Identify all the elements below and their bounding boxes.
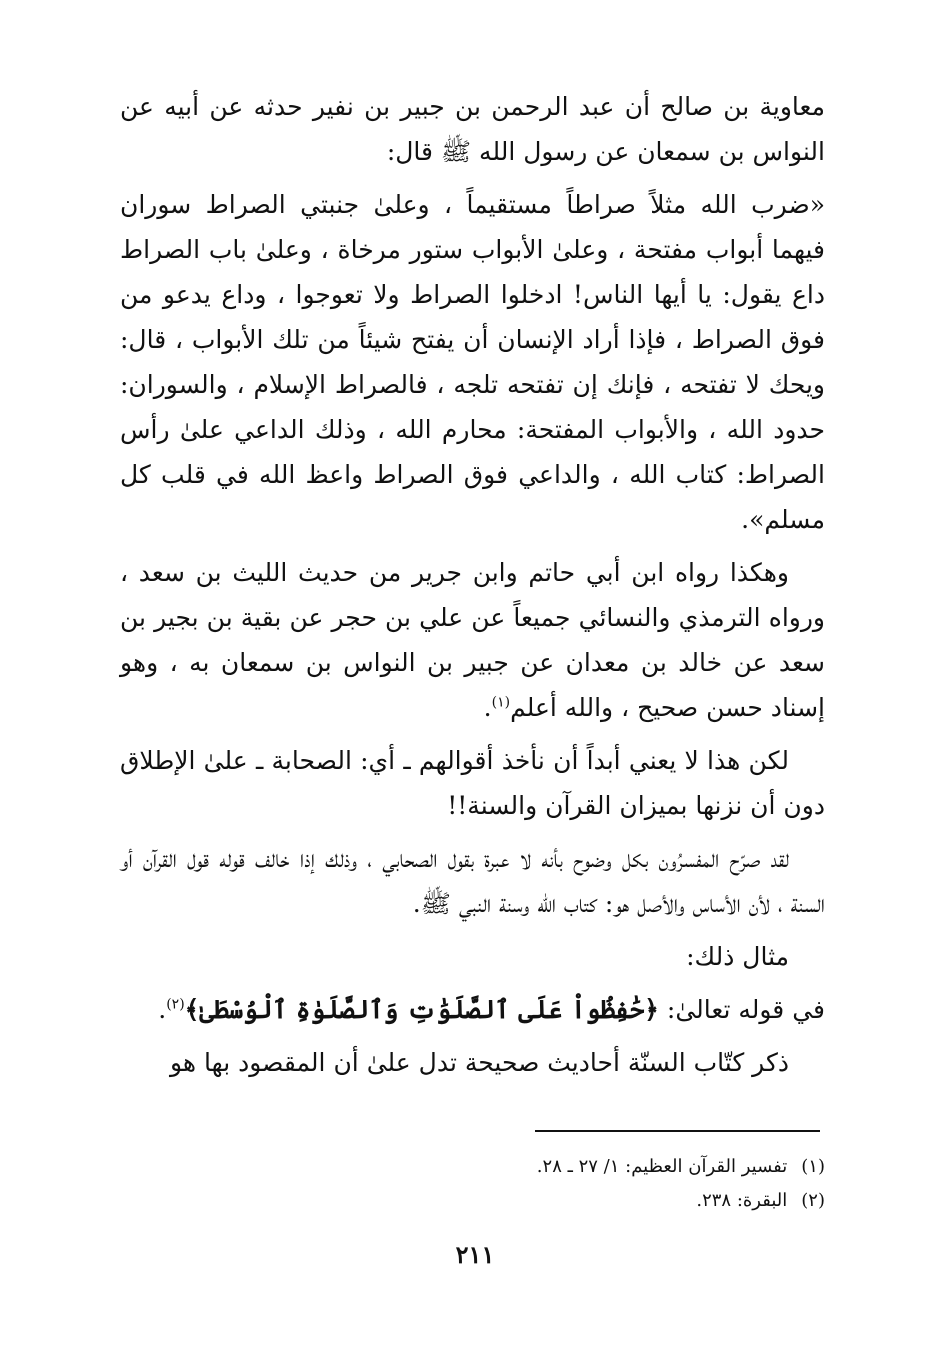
paragraph-text: «ضرب الله مثلاً صراطاً مستقيماً ، وعلىٰ جنبتي الصراط سوران فيهما أبواب مفتحة ، وعلىٰ الأبواب ستور مرخاة ، وعلىٰ باب الصراط داع يقول: يا أيها الناس! ادخلوا الصراط ولا تعوجوا ، وداع يدعو من فوق الصراط ، فإذا أراد الإنسان أن يفتح شيئاً من تلك الأبواب ، قال: ويحك لا تفتحه ، فإنك إن تفتحه تلجه ، فالصراط الإسلام ، والسوران: حدود الله ، والأبواب المفتحة: محارم الله ، وذلك الداعي علىٰ رأس الصراط: كتاب الله ، والداعي فوق الصراط واعظ الله في قلب كل مسلم». xyxy=(120,190,825,534)
paragraph-narrations xyxy=(120,550,825,730)
paragraph-text: لقد صرّح المفسرُون بكل وضوح بأنه لا عبرة بقول الصحابي ، وذلك إذا خالف قوله قول القرآن أو السنة ، لأن الأساس والأصل هو: كتاب الله وسنة النبي ﷺ. xyxy=(120,844,825,918)
paragraph-text: في قوله تعالىٰ: xyxy=(666,995,825,1024)
paragraph-example-heading xyxy=(120,934,825,979)
footnote-1 xyxy=(120,1150,825,1184)
footnote-marker: (٢) xyxy=(801,1190,825,1211)
sentence-end: . xyxy=(483,693,492,722)
paragraph-continuation xyxy=(120,1040,825,1085)
paragraph-text: معاوية بن صالح أن عبد الرحمن بن جبير بن نفير حدثه عن أبيه عن النواس بن سمعان عن رسول الله ﷺ قال: xyxy=(120,92,825,166)
sentence-end: . xyxy=(158,995,167,1024)
paragraph-hadith xyxy=(120,182,825,542)
page-number: ٢١١ xyxy=(455,1240,495,1269)
quran-verse: ﴿حَٰفِظُواْ عَلَى ٱلصَّلَوَٰتِ وَٱلصَّلَوٰةِ ٱلْوُسْطَىٰ﴾ xyxy=(184,995,659,1024)
paragraph-ayah xyxy=(120,987,825,1032)
footnote-2 xyxy=(120,1184,825,1218)
paragraph-text: مثال ذلك: xyxy=(686,942,789,971)
main-text xyxy=(120,84,825,1093)
paragraph-chain-of-narration xyxy=(120,84,825,174)
footnote-text: تفسير القرآن العظيم: ١/ ٢٧ ـ ٢٨. xyxy=(536,1156,788,1177)
footnote-ref-1[interactable]: (١) xyxy=(491,694,511,711)
paragraph-commentators xyxy=(120,836,825,926)
footnote-separator xyxy=(535,1130,820,1132)
paragraph-text: ذكر كتّاب السنّة أحاديث صحيحة تدل علىٰ أن المقصود بها هو xyxy=(170,1048,789,1077)
paragraph-text: لكن هذا لا يعني أبداً أن نأخذ أقوالهم ـ أي: الصحابة ـ علىٰ الإطلاق دون أن نزنها بميزان القرآن والسنة!! xyxy=(120,746,825,820)
footnotes xyxy=(120,1150,825,1218)
footnote-ref-2[interactable]: (٢) xyxy=(166,996,185,1013)
paragraph-companions xyxy=(120,738,825,828)
paragraph-text: وهكذا رواه ابن أبي حاتم وابن جرير من حديث الليث بن سعد ، ورواه الترمذي والنسائي جميعاً عن علي بن حجر عن بقية بن بجير بن سعد عن خالد بن معدان عن جبير بن النواس بن سمعان به ، وهو إسناد حسن صحيح ، والله أعلم xyxy=(120,558,825,722)
footnote-marker: (١) xyxy=(801,1156,825,1177)
footnote-text: البقرة: ٢٣٨. xyxy=(696,1190,788,1211)
